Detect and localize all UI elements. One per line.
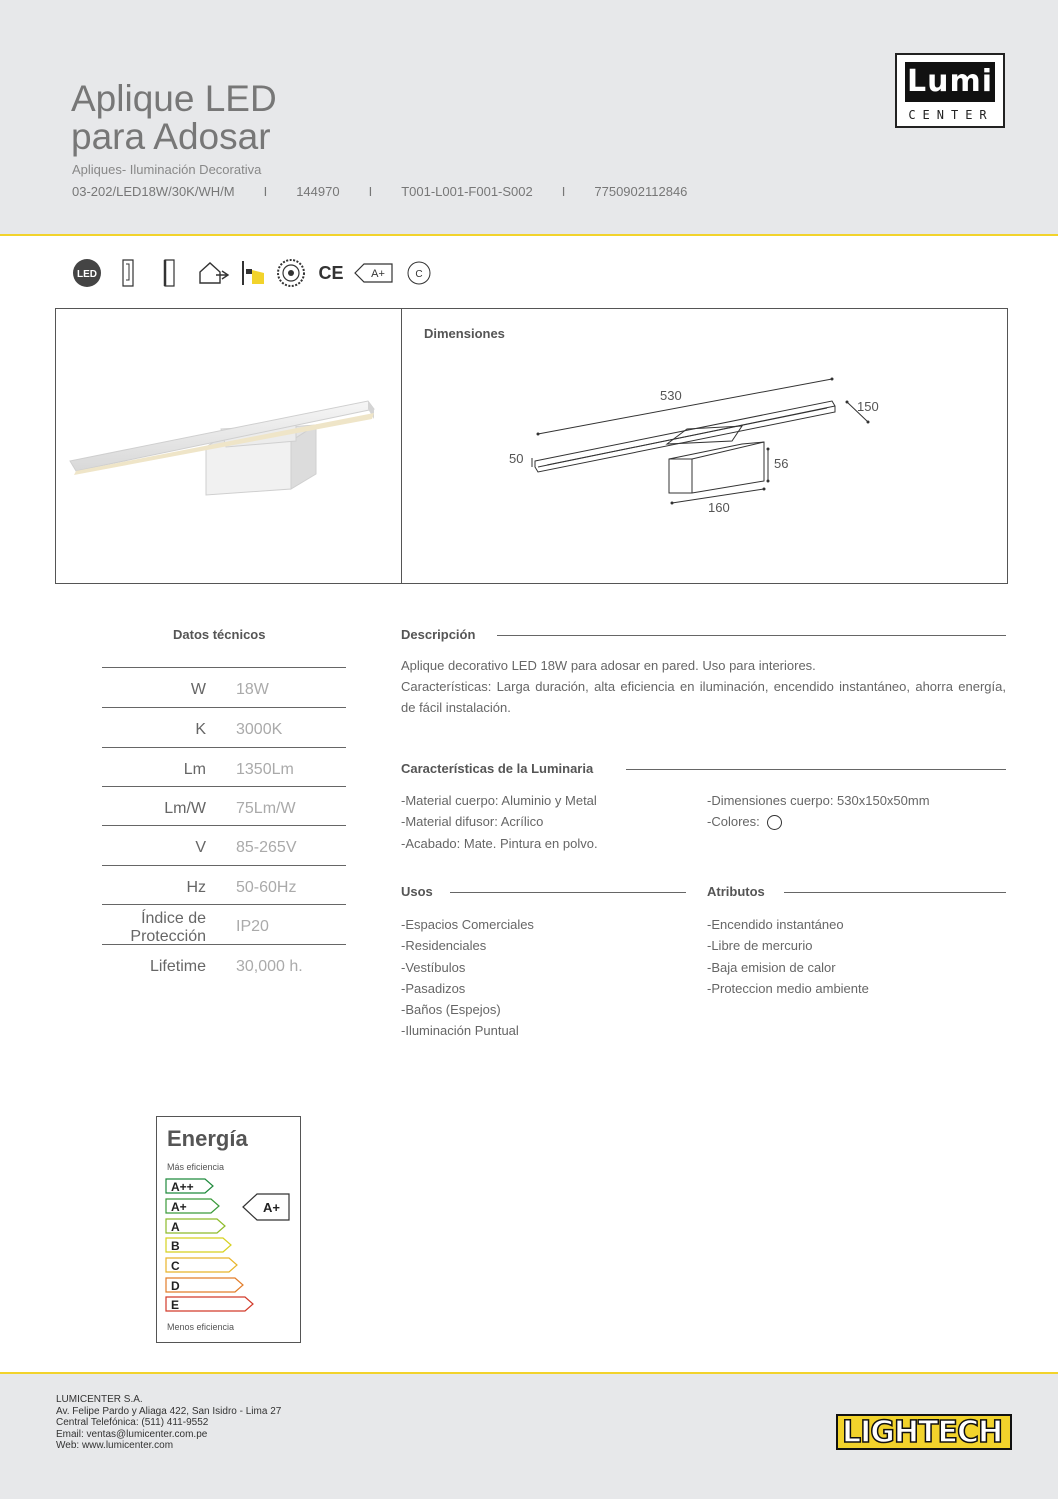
atributos-list <box>707 914 869 999</box>
tech-row <box>102 707 346 747</box>
description-text <box>401 655 1006 718</box>
code-separator: I <box>368 184 373 199</box>
energy-class-e: E <box>171 1298 180 1312</box>
company-name: LUMICENTER S.A. <box>56 1394 143 1405</box>
list-item: -Dimensiones cuerpo: 530x150x50mm <box>707 793 930 808</box>
tech-key: W <box>190 681 206 698</box>
header <box>0 0 1058 236</box>
dim-base-width: 160 <box>708 500 730 515</box>
colors-label: -Colores: <box>707 814 760 830</box>
tech-row <box>102 865 346 905</box>
lumicenter-logo <box>895 53 1005 128</box>
tech-value: 1350Lm <box>236 761 294 778</box>
atributos-title: Atributos <box>707 884 765 899</box>
led-icon <box>72 258 102 288</box>
list-item: -Espacios Comerciales <box>401 917 534 932</box>
company-address: Av. Felipe Pardo y Aliaga 422, San Isidro - Lima 27 <box>56 1405 282 1417</box>
energy-more-efficiency: Más eficiencia <box>167 1162 225 1172</box>
tech-row <box>102 825 346 866</box>
description-line-2: Características: Larga duración, alta eficiencia en iluminación, encendido instantáneo, ahorra energía, de fácil instalación. <box>401 679 1006 715</box>
description-line-1: Aplique decorativo LED 18W para adosar en pared. Uso para interiores. <box>401 658 816 673</box>
usos-rule <box>450 892 686 893</box>
code-separator: I <box>561 184 566 199</box>
dim-base-height: 56 <box>774 456 789 471</box>
barcode-number: 7750902112846 <box>594 184 688 199</box>
list-item: -Material cuerpo: Aluminio y Metal <box>401 793 597 808</box>
title-line-2: para Adosar <box>71 116 271 157</box>
tech-key <box>130 910 206 946</box>
tech-key: K <box>195 721 206 738</box>
energy-class-app: A++ <box>171 1180 194 1194</box>
tech-row <box>102 786 346 826</box>
list-item: -Material difusor: Acrílico <box>401 814 544 830</box>
lightech-wordmark: LIGHTECH <box>842 1415 1003 1450</box>
energy-label <box>156 1116 301 1343</box>
tech-row <box>102 904 346 945</box>
tech-value: 30,000 h. <box>236 958 303 975</box>
energy-less-efficiency: Menos eficiencia <box>167 1322 235 1332</box>
tech-key: Lm/W <box>164 800 206 817</box>
dimensions-title: Dimensiones <box>424 326 505 341</box>
lightech-logo <box>836 1414 1012 1450</box>
atributos-rule <box>784 892 1006 893</box>
dim-length: 530 <box>660 388 682 403</box>
energy-class-b: B <box>171 1239 180 1253</box>
tech-value: 85-265V <box>236 839 297 856</box>
footer-contact <box>56 1394 281 1452</box>
energy-class-icon <box>354 258 394 288</box>
company-email: Email: ventas@lumicenter.com.pe <box>56 1428 208 1440</box>
list-item: -Encendido instantáneo <box>707 917 844 932</box>
description-rule <box>497 635 1006 636</box>
list-item: -Libre de mercurio <box>707 938 813 954</box>
luminaria-title: Características de la Luminaria <box>401 761 594 776</box>
description-title: Descripción <box>401 627 476 642</box>
tech-row <box>102 747 346 787</box>
energy-class-d: D <box>171 1279 180 1293</box>
tech-value: 75Lm/W <box>236 800 296 817</box>
company-web: Web: www.lumicenter.com <box>56 1440 174 1451</box>
dimensions-drawing <box>402 309 1007 583</box>
footer <box>0 1372 1058 1499</box>
title-line-1: Aplique LED <box>71 78 277 119</box>
energy-class-c: C <box>171 1259 180 1273</box>
list-item: -Iluminación Puntual <box>401 1023 519 1039</box>
product-id: 144970 <box>296 184 340 199</box>
logo-center: CENTER <box>908 108 994 122</box>
logo-lumi: Lumi <box>905 62 995 102</box>
product-photo <box>56 309 401 583</box>
tech-key-line-2: Protección <box>130 928 206 945</box>
product-figure-box <box>55 308 1008 584</box>
energy-class-ap: A+ <box>171 1200 187 1214</box>
tech-value: IP20 <box>236 918 269 935</box>
catalog-code: T001-L001-F001-S002 <box>401 184 533 199</box>
tech-row <box>102 944 346 984</box>
surface-mount-icon <box>162 258 178 288</box>
tech-value: 18W <box>236 681 269 698</box>
tech-key: Lm <box>183 761 206 778</box>
tech-value: 3000K <box>236 721 283 738</box>
code-separator: I <box>263 184 268 199</box>
product-code: 03-202/LED18W/30K/WH/M <box>72 184 235 199</box>
list-item: -Baja emision de calor <box>707 959 836 975</box>
c-mark-icon <box>406 258 432 288</box>
tech-data-title: Datos técnicos <box>173 627 266 642</box>
page-title <box>71 80 277 156</box>
list-item: -Proteccion medio ambiente <box>707 980 869 996</box>
wall-mount-icon <box>120 258 136 288</box>
tech-value: 50-60Hz <box>236 879 297 896</box>
luminaria-left-list <box>401 790 598 854</box>
luminaria-right-list <box>707 790 930 833</box>
ce-mark-icon: CE <box>318 262 344 283</box>
energy-class-icon-label: A+ <box>371 268 385 280</box>
color-swatch-white <box>767 815 782 830</box>
tech-key: Hz <box>186 879 206 896</box>
energy-rating: A+ <box>263 1200 280 1215</box>
tech-key: Lifetime <box>149 958 206 975</box>
luminaria-rule <box>626 769 1006 770</box>
list-item: -Baños (Espejos) <box>401 1002 501 1018</box>
led-icon-label: LED <box>77 269 97 280</box>
indoor-use-icon <box>196 258 230 288</box>
list-item: -Vestíbulos <box>401 959 466 975</box>
usos-title: Usos <box>401 884 433 899</box>
energy-scale <box>165 1177 295 1317</box>
list-item: -Pasadizos <box>401 980 466 996</box>
list-item: -Acabado: Mate. Pintura en polvo. <box>401 835 598 851</box>
dim-height: 50 <box>509 451 524 466</box>
usos-list <box>401 914 534 1042</box>
wall-install-icon <box>239 258 267 288</box>
tech-key: V <box>195 839 206 856</box>
company-phone: Central Telefónica: (511) 411-9552 <box>56 1417 209 1428</box>
tech-key-line-1: Índice de <box>141 910 206 927</box>
list-item: -Residenciales <box>401 938 487 954</box>
c-mark-icon-label: C <box>415 269 423 280</box>
tech-row <box>102 667 346 707</box>
dim-depth: 150 <box>857 399 879 414</box>
certification-seal-icon <box>276 258 306 288</box>
subtitle: Apliques- Iluminación Decorativa <box>72 162 262 177</box>
product-codes <box>72 184 687 199</box>
energy-class-a: A <box>171 1220 180 1234</box>
list-item <box>707 811 930 832</box>
energy-title: Energía <box>167 1126 248 1151</box>
